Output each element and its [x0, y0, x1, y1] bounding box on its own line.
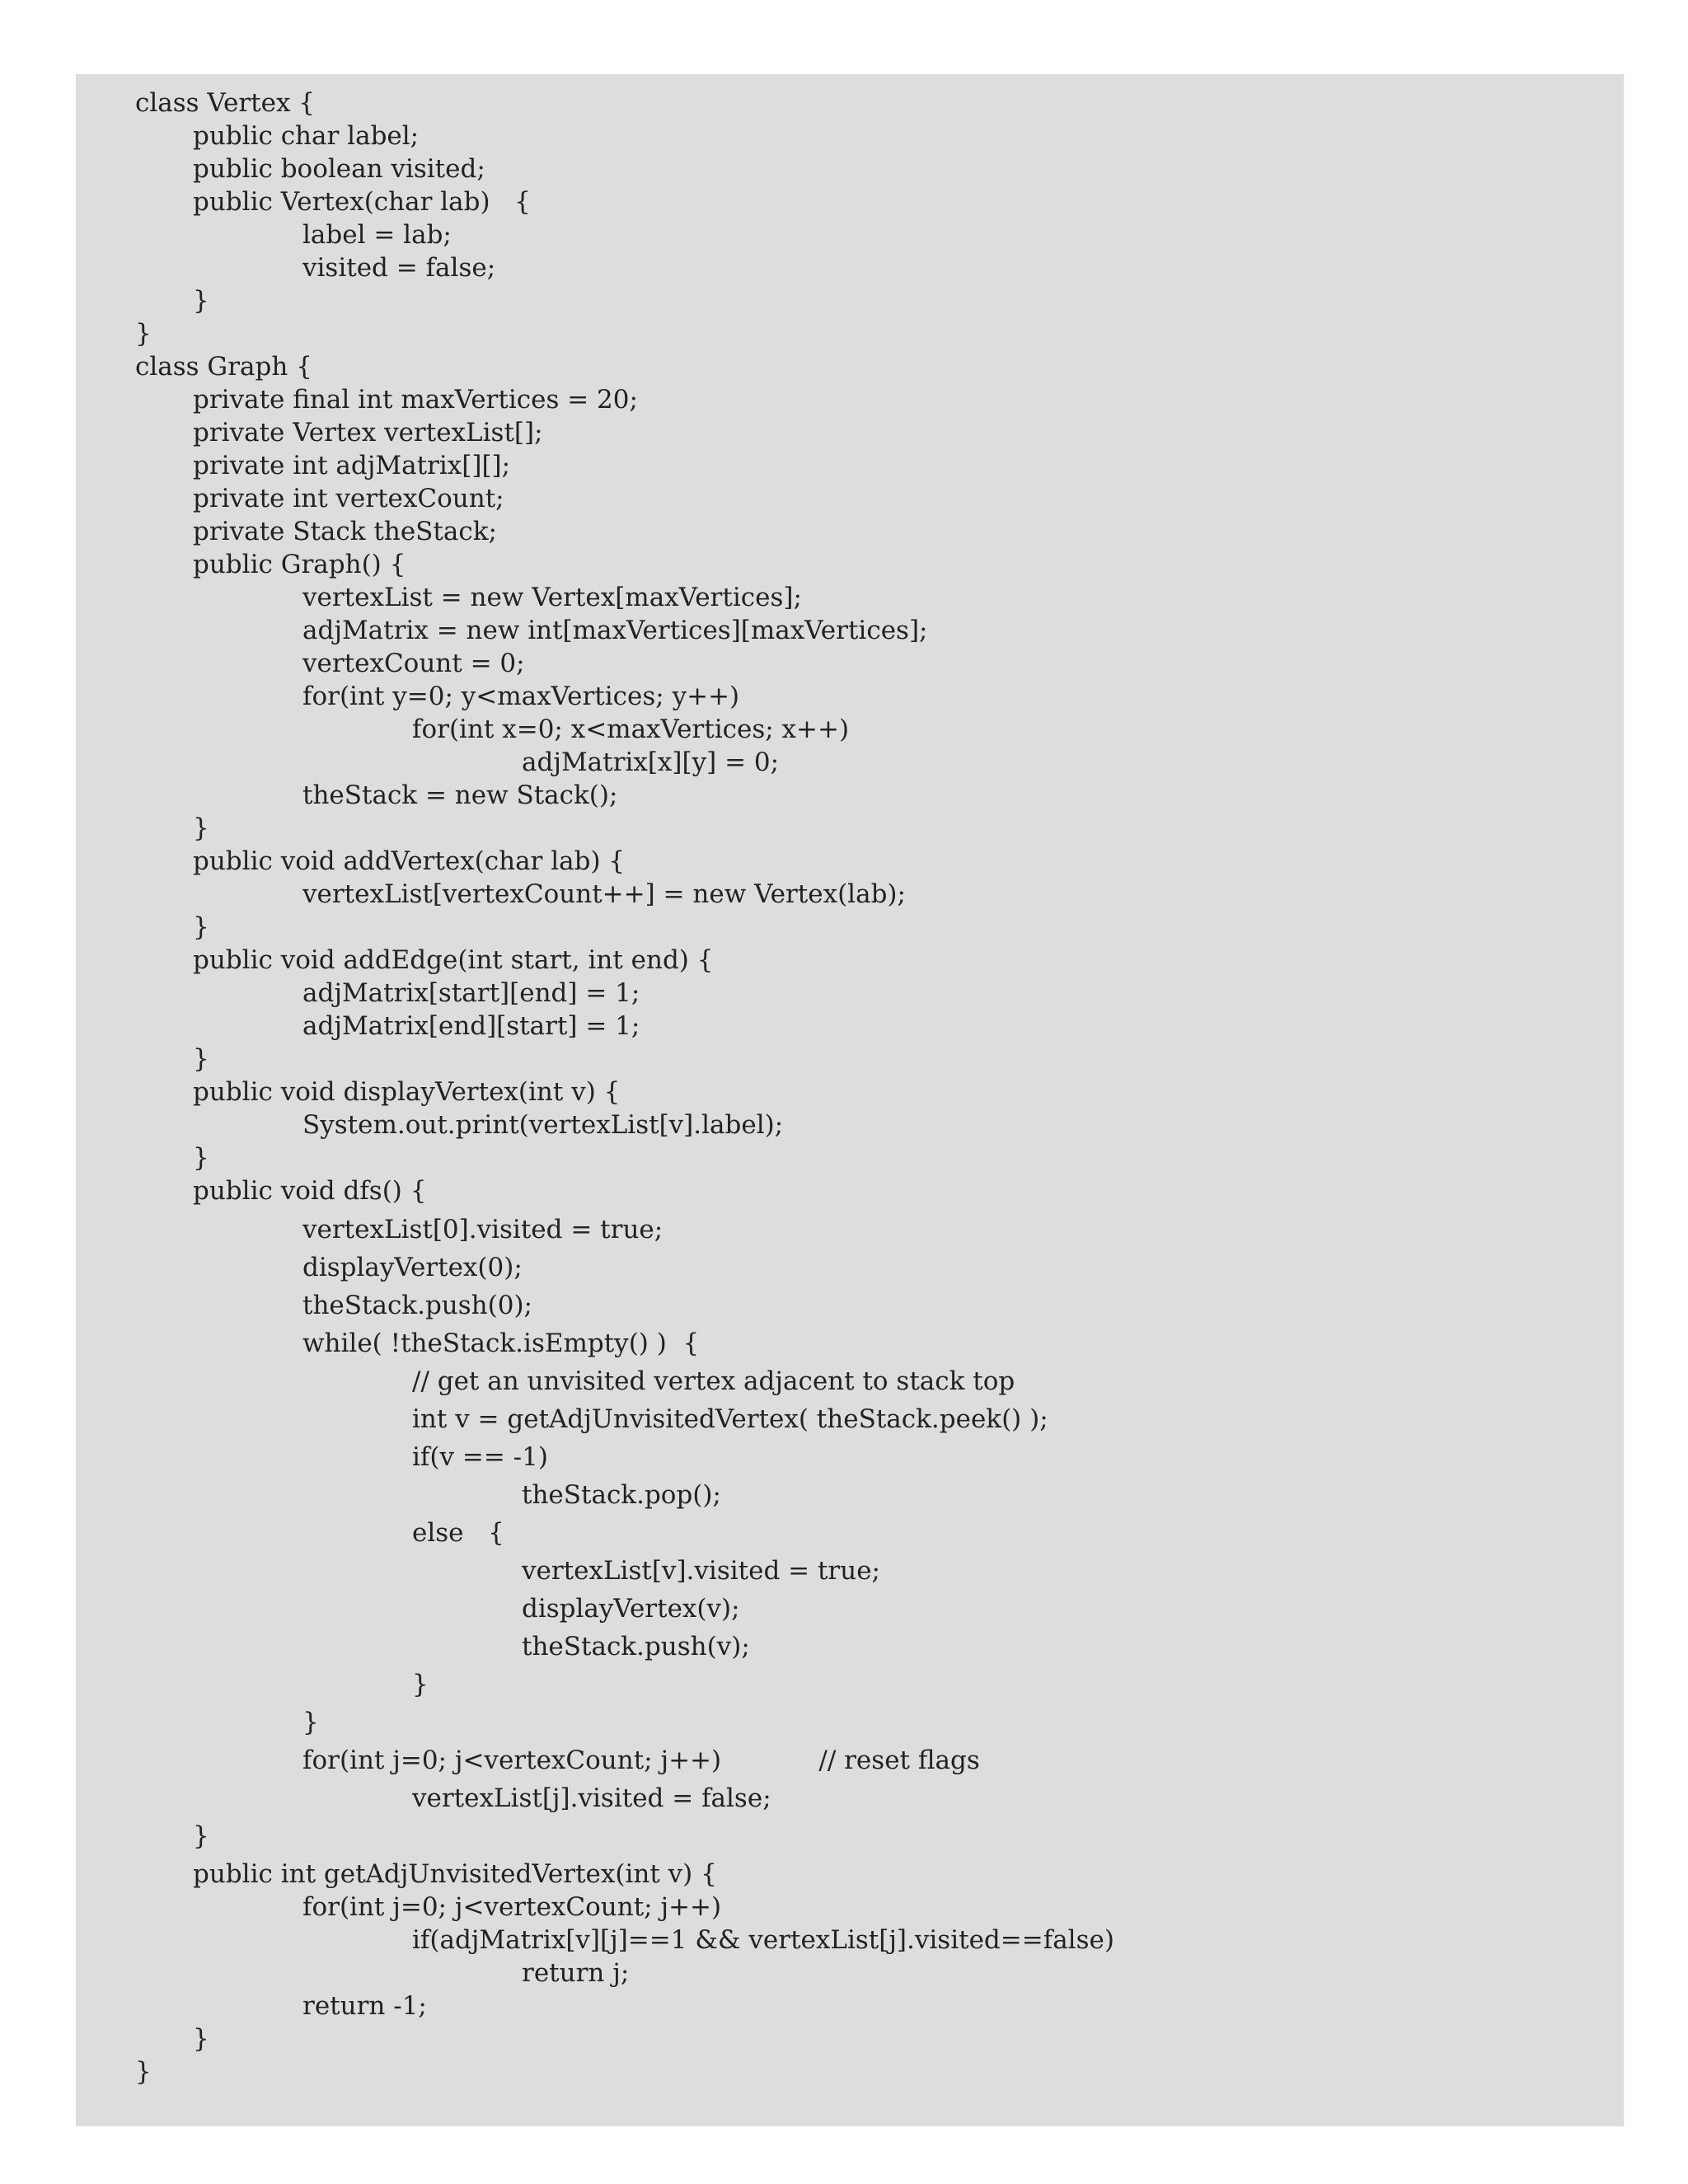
code-listing-panel [76, 74, 1624, 2126]
code-line: public int getAdjUnvisitedVertex(int v) { [193, 1859, 717, 1889]
code-line: return j; [522, 1958, 630, 1988]
code-line: } [302, 1708, 319, 1737]
code-line: vertexList[0].visited = true; [302, 1215, 663, 1244]
code-line: vertexList[j].visited = false; [412, 1783, 771, 1813]
code-line: public Vertex(char lab) { [193, 187, 531, 217]
code-line: theStack.pop(); [522, 1480, 721, 1510]
code-line: } [135, 2057, 152, 2087]
code-line: if(adjMatrix[v][j]==1 && vertexList[j].visited==false) [412, 1925, 1114, 1955]
code-line: System.out.print(vertexList[v].label); [302, 1110, 784, 1140]
code-line: } [193, 1044, 209, 1074]
code-line: public boolean visited; [193, 154, 485, 184]
code-line: vertexList = new Vertex[maxVertices]; [302, 583, 802, 612]
code-line: public void addEdge(int start, int end) { [193, 945, 714, 975]
code-line: adjMatrix[x][y] = 0; [522, 748, 780, 777]
code-line: while( !theStack.isEmpty() ) { [302, 1329, 700, 1358]
code-line: } [193, 1821, 209, 1851]
code-line: class Vertex { [135, 88, 315, 118]
code-line: public void dfs() { [193, 1176, 427, 1206]
code-line: } [135, 319, 152, 349]
code-line: theStack.push(v); [522, 1632, 750, 1661]
code-line: label = lab; [302, 220, 452, 250]
code-line: for(int x=0; x<maxVertices; x++) [412, 715, 850, 744]
code-line: } [193, 912, 209, 942]
code-line: vertexCount = 0; [302, 649, 525, 678]
code-line: } [193, 2024, 209, 2054]
code-line: for(int y=0; y<maxVertices; y++) [302, 682, 740, 711]
code-line: theStack.push(0); [302, 1291, 532, 1320]
code-line: private int vertexCount; [193, 484, 504, 513]
code-line: } [193, 813, 209, 843]
code-line: class Graph { [135, 352, 312, 382]
code-line: } [193, 286, 209, 316]
code-line: private Vertex vertexList[]; [193, 418, 543, 448]
code-line: int v = getAdjUnvisitedVertex( theStack.peek() ); [412, 1404, 1048, 1434]
code-line: theStack = new Stack(); [302, 780, 618, 810]
code-line: public void addVertex(char lab) { [193, 846, 626, 876]
code-line: private Stack theStack; [193, 517, 497, 546]
code-line: return -1; [302, 1991, 427, 2021]
code-line: public char label; [193, 121, 420, 151]
code-line: // get an unvisited vertex adjacent to stack top [412, 1366, 1015, 1396]
code-line: public void displayVertex(int v) { [193, 1077, 621, 1107]
code-line: adjMatrix[end][start] = 1; [302, 1011, 640, 1041]
code-line: if(v == -1) [412, 1442, 548, 1472]
code-line: for(int j=0; j<vertexCount; j++) [302, 1892, 722, 1922]
code-line: displayVertex(v); [522, 1594, 740, 1624]
code-line: private int adjMatrix[][]; [193, 451, 511, 480]
code-line: else { [412, 1518, 504, 1548]
code-line: vertexList[v].visited = true; [522, 1556, 880, 1586]
code-line: for(int j=0; j<vertexCount; j++) // reset flags [302, 1746, 980, 1775]
code-line: } [412, 1670, 429, 1699]
code-line: adjMatrix = new int[maxVertices][maxVertices]; [302, 616, 928, 645]
code-line: } [193, 1143, 209, 1173]
code-line: vertexList[vertexCount++] = new Vertex(lab); [302, 879, 906, 909]
code-line: public Graph() { [193, 550, 406, 579]
code-line: private final int maxVertices = 20; [193, 385, 638, 415]
code-line: displayVertex(0); [302, 1253, 523, 1282]
code-line: adjMatrix[start][end] = 1; [302, 978, 640, 1008]
code-line: visited = false; [302, 253, 496, 283]
